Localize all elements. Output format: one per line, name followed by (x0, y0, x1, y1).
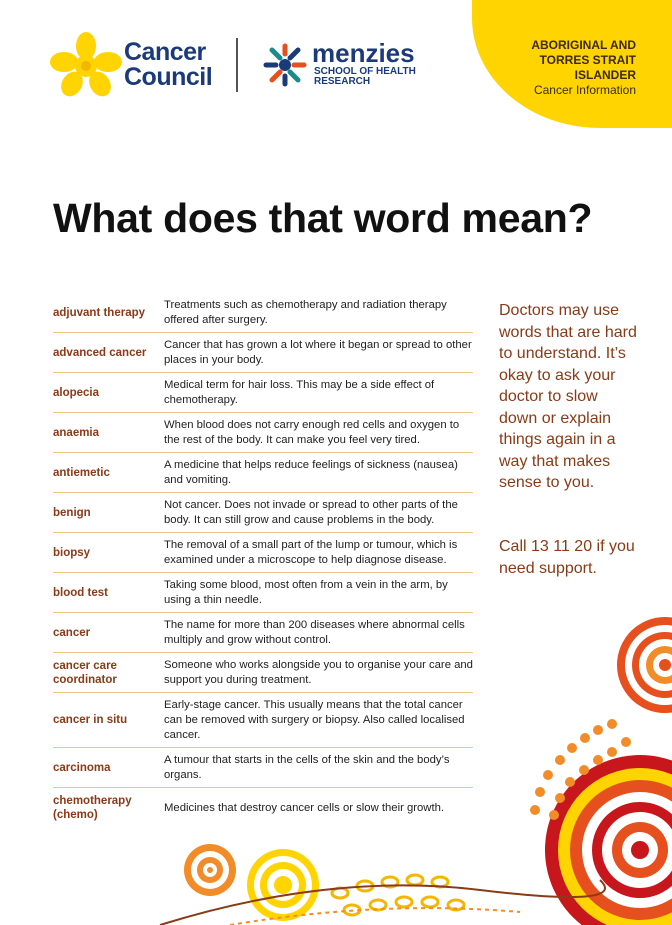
glossary-term: anaemia (53, 426, 100, 439)
brand-line-1: Cancer (124, 38, 206, 66)
glossary-row (53, 693, 473, 748)
glossary-definition: Early-stage cancer. This usually means that the total cancer can be removed with surgery or biopsy. Also called localised cancer. (164, 698, 465, 741)
glossary-definition: The removal of a small part of the lump or tumour, which is examined under a microscope to help diagnose disease. (164, 538, 458, 566)
glossary-term: carcinoma (53, 761, 111, 774)
glossary-row (53, 493, 473, 533)
glossary-definition: When blood does not carry enough red cells and oxygen to the rest of the body. It can make you feel very tired. (164, 418, 460, 446)
badge-line-1: ABORIGINAL AND (531, 38, 636, 52)
glossary-term: chemotherapy (chemo) (53, 795, 132, 821)
glossary-row (53, 333, 473, 373)
page-title: What does that word mean? (53, 195, 593, 241)
glossary-row (53, 293, 473, 333)
glossary-row (53, 533, 473, 573)
glossary-row (53, 373, 473, 413)
daffodil-logo-icon (50, 32, 122, 98)
glossary-term: benign (53, 506, 91, 519)
cancer-council-wordmark (124, 40, 212, 90)
glossary-definition: Someone who works alongside you to organise your care and support you during treatment. (164, 658, 473, 686)
glossary-definition: Medical term for hair loss. This may be a side effect of chemotherapy. (164, 378, 435, 406)
glossary-row (53, 788, 473, 828)
logo-divider (236, 38, 238, 92)
glossary-row (53, 453, 473, 493)
glossary-row (53, 413, 473, 453)
glossary-term: cancer (53, 626, 91, 639)
glossary-definition: Not cancer. Does not invade or spread to other parts of the body. It can still grow and cause problems in the body. (164, 498, 458, 526)
glossary-term: cancer in situ (53, 714, 128, 726)
menzies-logo-icon (262, 42, 308, 88)
glossary-term: alopecia (53, 386, 100, 399)
menzies-sub-line-1: SCHOOL OF HEALTH (314, 66, 416, 77)
glossary-row (53, 573, 473, 613)
menzies-subtitle (314, 67, 416, 87)
glossary-definition: Cancer that has grown a lot where it began or spread to other places in your body. (164, 338, 472, 366)
glossary-term: biopsy (53, 546, 91, 559)
brand-line-2: Council (124, 63, 213, 91)
glossary-table (53, 293, 473, 828)
glossary-term: antiemetic (53, 466, 110, 479)
glossary-term: adjuvant therapy (53, 306, 146, 319)
glossary-definition: A tumour that starts in the cells of the skin and the body’s organs. (164, 753, 450, 781)
glossary-definition: A medicine that helps reduce feelings of sickness (nausea) and vomiting. (164, 458, 458, 486)
glossary-definition: Medicines that destroy cancer cells or slow their growth. (164, 801, 445, 814)
glossary-definition: The name for more than 200 diseases where abnormal cells multiply and grow without control. (164, 618, 465, 646)
menzies-wordmark: menzies (312, 38, 415, 68)
glossary-term: cancer care coordinator (53, 659, 117, 686)
badge-line-3: ISLANDER (574, 68, 636, 82)
glossary-row (53, 748, 473, 788)
menzies-sub-line-2: RESEARCH (314, 76, 371, 87)
badge-line-4: Cancer Information (533, 83, 636, 97)
badge-line-2: TORRES STRAIT (539, 53, 636, 67)
glossary-term: blood test (53, 586, 108, 599)
glossary-row (53, 613, 473, 653)
glossary-term: advanced cancer (53, 346, 147, 359)
support-phone-note: Call 13 11 20 if you need support. (499, 538, 635, 577)
glossary-definition: Taking some blood, most often from a vein in the arm, by using a thin needle. (164, 578, 448, 606)
glossary-row (53, 653, 473, 693)
doctor-advice-note: Doctors may use words that are hard to understand. It’s okay to ask your doctor to slow down or explain things again in a way that makes sense to you. (499, 302, 637, 491)
audience-label (531, 38, 636, 98)
glossary-definition: Treatments such as chemotherapy and radiation therapy offered after surgery. (164, 298, 447, 326)
